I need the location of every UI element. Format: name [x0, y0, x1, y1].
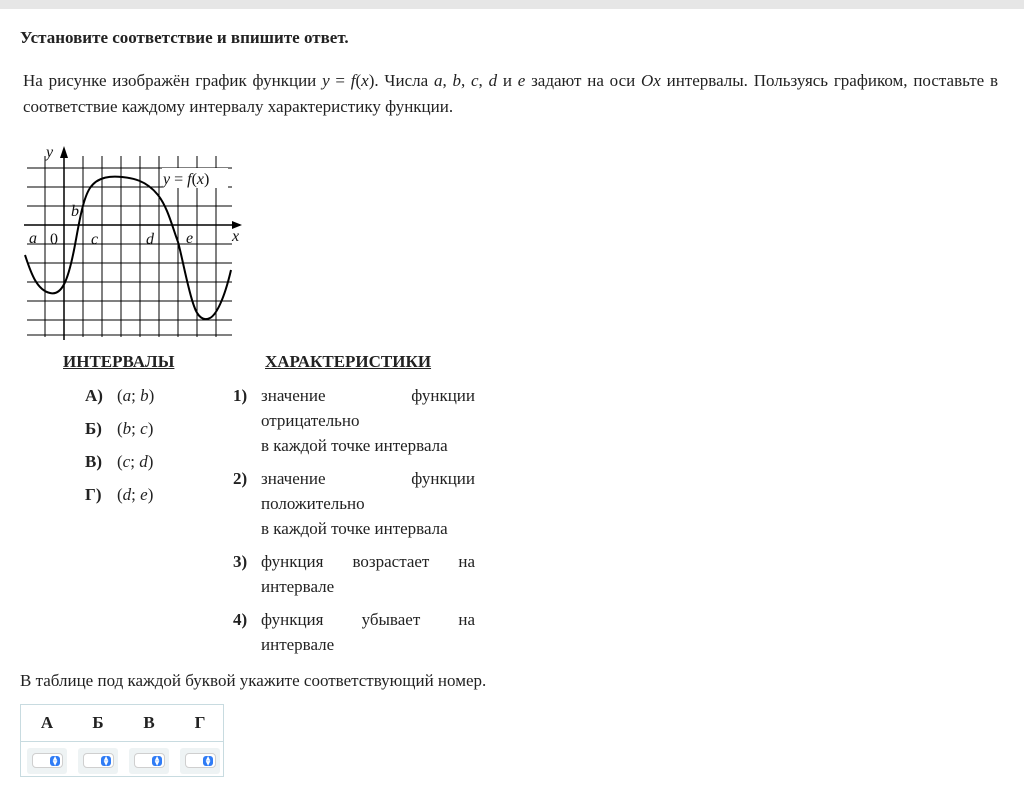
- point-d-label: d: [146, 231, 154, 248]
- interval-value: (b; c): [117, 419, 154, 438]
- answer-select-g-cell: [180, 748, 220, 774]
- interval-item-g: [85, 482, 153, 508]
- answer-select-b-cell: [78, 748, 118, 774]
- interval-letter: Б): [85, 419, 102, 438]
- select-arrows-icon: ▲ ▼: [152, 756, 162, 766]
- task-statement: На рисунке изображён график функции y = f(x). Числа a, b, c, d и e задают на оси Ox интервалы. Пользуясь графиком, поставьте в соответствие каждому интервалу характеристику функции.: [23, 71, 998, 116]
- characteristic-text: функция возрастает на интервале: [261, 552, 475, 596]
- interval-item-v: [85, 449, 153, 475]
- select-arrows-icon: ▲ ▼: [50, 756, 60, 766]
- answer-table: [20, 704, 224, 777]
- characteristic-number: 1): [233, 386, 248, 405]
- interval-value: (d; e): [117, 485, 154, 504]
- point-c-label: c: [91, 231, 99, 248]
- characteristic-item-3: [233, 549, 475, 599]
- characteristic-number: 2): [233, 469, 248, 488]
- interval-letter: В): [85, 452, 102, 471]
- origin-label: 0: [50, 231, 58, 248]
- answer-select-a[interactable]: [32, 753, 63, 768]
- function-graph-svg: [22, 140, 244, 345]
- characteristic-item-4: [233, 607, 475, 657]
- y-axis-label: y: [46, 144, 54, 161]
- y-axis-arrow: [60, 146, 68, 158]
- answer-header-v: В: [143, 713, 155, 732]
- point-a-label: a: [29, 230, 37, 247]
- answer-select-a-cell: [27, 748, 67, 774]
- select-arrows-icon: ▲ ▼: [101, 756, 111, 766]
- answer-select-v[interactable]: [134, 753, 165, 768]
- characteristic-number: 4): [233, 610, 248, 629]
- characteristic-text: функция убывает на интервале: [261, 610, 475, 654]
- interval-letter: А): [85, 386, 103, 405]
- point-b-label: b: [71, 203, 79, 220]
- characteristic-text: значение функции отрицательно в каждой точке интервала: [261, 386, 475, 455]
- interval-value: (a; b): [117, 386, 155, 405]
- answer-header-a: А: [40, 713, 54, 732]
- answer-table-divider: [21, 741, 223, 742]
- answer-header-g: Г: [194, 713, 206, 732]
- characteristic-item-2: [233, 466, 475, 541]
- answer-instruction: В таблице под каждой буквой укажите соответствующий номер.: [20, 671, 487, 690]
- answer-select-v-cell: [129, 748, 169, 774]
- x-axis-label: x: [232, 228, 240, 245]
- intervals-heading: ИНТЕРВАЛЫ: [63, 352, 175, 371]
- characteristic-text: значение функции положительно в каждой точке интервала: [261, 469, 475, 538]
- point-e-label: e: [186, 230, 194, 247]
- characteristics-heading: ХАРАКТЕРИСТИКИ: [265, 352, 432, 371]
- task-title: Установите соответствие и впишите ответ.: [20, 28, 349, 47]
- answer-select-g[interactable]: [185, 753, 216, 768]
- interval-value: (c; d): [117, 452, 154, 471]
- select-arrows-icon: ▲ ▼: [203, 756, 213, 766]
- interval-item-a: [85, 383, 154, 409]
- function-graph: [22, 140, 244, 345]
- characteristic-number: 3): [233, 552, 248, 571]
- answer-header-b: Б: [92, 713, 104, 732]
- interval-item-b: [85, 416, 153, 442]
- answer-select-b[interactable]: [83, 753, 114, 768]
- characteristic-item-1: [233, 383, 475, 458]
- interval-letter: Г): [85, 485, 102, 504]
- function-label: y = f(x): [163, 171, 210, 188]
- top-bar: [0, 0, 1024, 9]
